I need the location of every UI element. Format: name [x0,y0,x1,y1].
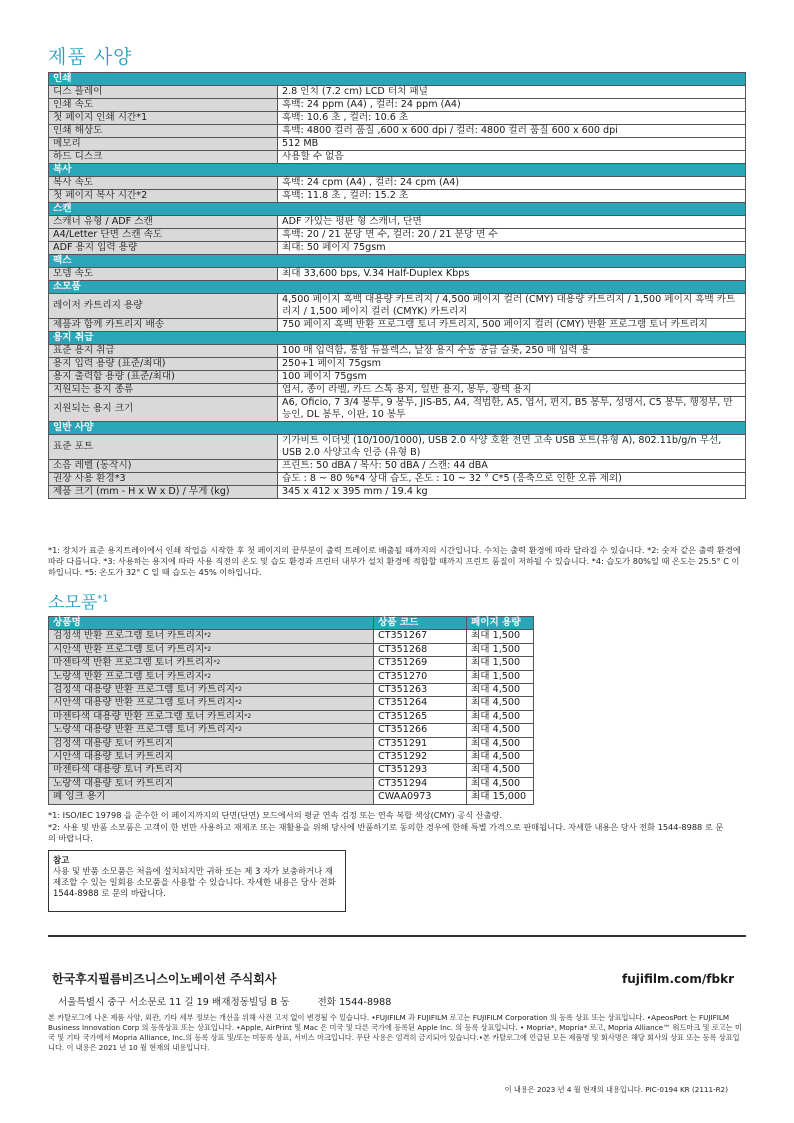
section-title: 일반 사양 [49,422,746,435]
consumable-name-text: 시안색 대용량 토너 카트리지 [53,751,174,763]
consumable-code: CT351263 [374,684,467,697]
spec-value: 345 x 412 x 395 mm / 19.4 kg [278,486,746,499]
spec-row [49,358,746,371]
spec-row [49,268,746,281]
spec-value: 기가비트 이더넷 (10/100/1000), USB 2.0 사양 호환 전면 고속 USB 포트(유형 A), 802.11b/g/n 무선, USB 2.0 사양고속 인증 (유형 B) [278,435,746,460]
spec-value: 습도 : 8 ~ 80 %*4 상대 습도, 온도 : 10 ~ 32 ° C*5 (응축으로 인한 오류 제외) [278,473,746,486]
section-title: 복사 [49,164,746,177]
consumable-row [49,724,534,737]
consumable-name [49,710,374,723]
consumable-capacity: 최대 4,500 [467,777,534,790]
spec-section-header [49,73,746,86]
consumable-row [49,630,534,643]
spec-value: 흑백: 4800 컬러 품질 ,600 x 600 dpi / 컬러: 4800 컬러 품질 600 x 600 dpi [278,125,746,138]
consumable-code: CWAA0973 [374,791,467,804]
spec-label: 모뎀 속도 [49,268,278,281]
spec-value: ADF 가있는 평판 형 스캐너, 단면 [278,216,746,229]
spec-label: 표준 용지 취급 [49,345,278,358]
consumable-name-text: 검정색 대용량 토너 카트리지 [53,737,174,749]
consumable-name-text: 검정색 반환 프로그램 토너 카트리지 [53,630,205,642]
consumable-code: CT351267 [374,630,467,643]
spec-value: 100 페이지 75gsm [278,371,746,384]
consumable-code: CT351266 [374,724,467,737]
spec-label: 디스 플레이 [49,86,278,99]
spec-value: 엽서, 종이 라벨, 카드 스톡 용지, 일반 용지, 봉투, 광택 용지 [278,384,746,397]
spec-section-header [49,281,746,294]
consumable-capacity: 최대 4,500 [467,751,534,764]
spec-row [49,229,746,242]
spec-row [49,242,746,255]
spec-row [49,86,746,99]
consumable-row [49,697,534,710]
consumable-code: CT351292 [374,751,467,764]
consumable-footnote-mark: *2 [244,712,252,720]
consumable-name-text: 검정색 대용량 반환 프로그램 토너 카트리지 [53,684,236,696]
spec-row [49,112,746,125]
spec-label: 용지 입력 용량 (표준/최대) [49,358,278,371]
consumable-name [49,684,374,697]
consumable-row [49,777,534,790]
consumable-capacity: 최대 1,500 [467,657,534,670]
document-id: 이 내용은 2023 년 4 월 현재의 내용입니다. PIC-0194 KR (2111-R2) [504,1085,728,1094]
website-link[interactable]: fujifilm.com/fbkr [621,972,734,986]
consumables-title: 소모품$^{*1}$ [48,593,109,613]
consumable-footnote-mark: *2 [235,699,242,707]
section-title: 인쇄 [49,73,746,86]
col-header-capacity: 페이지 용량 [467,617,534,630]
consumable-row [49,764,534,777]
spec-row [49,345,746,358]
consumable-footnote-mark: *2 [235,726,242,734]
spec-value: 흑백: 20 / 21 분당 면 수, 컬러: 20 / 21 분당 면 수 [278,229,746,242]
spec-section-header [49,332,746,345]
consumable-code: CT351268 [374,643,467,656]
spec-label: 권장 사용 환경*3 [49,473,278,486]
spec-label: 용지 출력함 용량 (표준/최대) [49,371,278,384]
consumable-capacity: 최대 4,500 [467,737,534,750]
note-text: 사용 및 반품 소모품은 처음에 설치되지만 귀하 또는 제 3 자가 보충하거나 재제조할 수 있는 일회용 소모품을 사용할 수 있습니다. 자세한 내용은 당사 전화 1544-8988 로 문의 바랍니다. [53,866,336,898]
spec-label: 인쇄 해상도 [49,125,278,138]
spec-value: 750 페이지 흑백 반환 프로그램 토너 카트리지, 500 페이지 컬러 (CMY) 반환 프로그램 토너 카트리지 [278,319,746,332]
consumable-row [49,737,534,750]
consumable-name-text: 폐 잉크 용기 [53,791,106,803]
spec-value: 최대 33,600 bps, V.34 Half-Duplex Kbps [278,268,746,281]
spec-label: 스캐너 유형 / ADF 스캔 [49,216,278,229]
consumable-row [49,657,534,670]
spec-table [48,72,746,499]
consumable-footnote-mark: *2 [204,645,212,653]
consumable-capacity: 최대 1,500 [467,630,534,643]
consumable-footnote-mark: *2 [204,672,212,680]
spec-row [49,371,746,384]
consumable-name [49,777,374,790]
consumable-code: CT351294 [374,777,467,790]
consumable-code: CT351265 [374,710,467,723]
spec-value: 사용할 수 없음 [278,151,746,164]
page-title: 제품 사양 [48,46,133,68]
spec-value: A6, Oficio, 7 3/4 봉투, 9 봉투, JIS-B5, A4, 적법한, A5, 엽서, 편지, B5 봉투, 성명서, C5 봉투, 행정부, 만능인, DL 봉투, 이판, 10 봉투 [278,397,746,422]
spec-row [49,190,746,203]
consumable-code: CT351293 [374,764,467,777]
consumable-code: CT351269 [374,657,467,670]
col-header-code: 상품 코드 [374,617,467,630]
consumable-name [49,697,374,710]
consumable-code: CT351291 [374,737,467,750]
section-title: 용지 취급 [49,332,746,345]
spec-section-header [49,164,746,177]
spec-section-header [49,203,746,216]
spec-row [49,384,746,397]
consumable-capacity: 최대 4,500 [467,724,534,737]
spec-label: 소음 레벨 (동작시) [49,460,278,473]
spec-footnote: *1: 장치가 표준 용지트레이에서 인쇄 작업을 시작한 후 첫 페이지의 끝부분이 출력 트레이로 배출될 때까지의 시간입니다. 수치는 출력 환경에 따라 달라질 수 있습니다. *2: 숫자 같은 출력 환경에 따라 다릅니다. *3: 사용하는 용지에 따라 사용 직전의 온도 및 습도 환경과 프린터 내부가 설치 환경에 적합할 때까지 프린트 품질이 저하될 수 있습니다. *4: 습도가 80%일 때 온도는 25.5° C 이하입니다. *5: 온도가 32° C 일 때 습도는 45% 이하입니다. [48,545,741,577]
consumable-capacity: 최대 15,000 [467,791,534,804]
spec-label: 레이저 카트리지 용량 [49,294,278,319]
consumable-name [49,670,374,683]
spec-row [49,125,746,138]
spec-value: 흑백: 10.6 초 , 컬러: 10.6 초 [278,112,746,125]
spec-value: 100 매 입력함, 통합 듀플렉스, 낱장 용지 수동 공급 슬롯, 250 매 입력 용 [278,345,746,358]
spec-label: 제품 크기 (mm - H x W x D) / 무게 (kg) [49,486,278,499]
spec-label: 지원되는 용지 종류 [49,384,278,397]
spec-label: 메모리 [49,138,278,151]
company-name: 한국후지필름비즈니스이노베이션 주식회사 [52,972,277,986]
consumable-row [49,710,534,723]
spec-row [49,486,746,499]
spec-label: 인쇄 속도 [49,99,278,112]
spec-row [49,216,746,229]
consumable-name [49,643,374,656]
legal-text: 본 카탈로그에 나온 제품 사양, 외관, 기타 세부 정보는 개선을 위해 사전 고지 없이 변경될 수 있습니다. •FUJIFILM 과 FUJIFILM 로고는 FUJIFILM Corporation 의 등록 상표 또는 상표입니다. •ApeosPort 는 FUJIFILM Business Innovation Corp 의 등록상표 또는 상표입니다. •Apple, AirPrint 및 Mac 은 미국 및 다른 국가에 등록된 Apple Inc. 의 등록 상표입니다. • Mopria*, Mopria* 로고, Mopria Alliance™ 워드마크 및 로고는 미국 및 기타 국가에서 Mopria Alliance, Inc.의 등록 상표 및/또는 미등록 상표, 서비스 마크입니다. 무단 사용은 엄격히 금지되어 있습니다.•본 카탈로그에 언급된 모든 제품명 및 회사명은 해당 회사의 상표 또는 등록 상표입니다. 이 내용은 2021 년 10 월 현재의 내용입니다. [48,1013,742,1052]
spec-label: 표준 포트 [49,435,278,460]
spec-label: 첫 페이지 복사 시간*2 [49,190,278,203]
note-title: 참고 [53,855,70,865]
spec-label: 첫 페이지 인쇄 시간*1 [49,112,278,125]
col-header-name: 상품명 [49,617,374,630]
spec-value: 2.8 인치 (7.2 cm) LCD 터치 패널 [278,86,746,99]
consumable-name-text: 시안색 대용량 반환 프로그램 토너 카트리지 [53,697,236,709]
consumable-capacity: 최대 4,500 [467,710,534,723]
footer-divider [48,935,746,937]
cons-footnote-1: *1: ISO/IEC 19798 을 준수한 이 페이지까지의 단면(단면) 모드에서의 평균 연속 검정 또는 연속 복합 색상(CMY) 공식 산출량. [48,810,503,820]
spec-value: 512 MB [278,138,746,151]
spec-row [49,177,746,190]
consumable-row [49,791,534,804]
spec-row [49,397,746,422]
consumable-name-text: 마젠타색 반환 프로그램 토너 카트리지 [53,657,214,669]
spec-row [49,460,746,473]
spec-row [49,473,746,486]
spec-label: 복사 속도 [49,177,278,190]
spec-value: 4,500 페이지 흑백 대용량 카트리지 / 4,500 페이지 컬러 (CMY) 대용량 카트리지 / 1,500 페이지 흑백 카트리지 / 1,500 페이지 컬러 (CMYK) 카트리지 [278,294,746,319]
spec-label: 하드 디스크 [49,151,278,164]
consumable-name [49,657,374,670]
consumable-code: CT351270 [374,670,467,683]
consumable-code: CT351264 [374,697,467,710]
consumable-name [49,724,374,737]
consumable-name [49,737,374,750]
consumable-capacity: 최대 1,500 [467,643,534,656]
consumable-name-text: 시안색 반환 프로그램 토너 카트리지 [53,643,205,655]
consumable-name [49,791,374,804]
consumable-capacity: 최대 4,500 [467,697,534,710]
spec-value: 흑백: 24 cpm (A4) , 컬러: 24 cpm (A4) [278,177,746,190]
company-address: 서울특별시 중구 서소문로 11 길 19 배재정동빌딩 B 동 전화 1544-8988 [58,997,392,1008]
spec-value: 최대: 50 페이지 75gsm [278,242,746,255]
consumable-capacity: 최대 1,500 [467,670,534,683]
consumable-row [49,643,534,656]
spec-value: 프린트: 50 dBA / 복사: 50 dBA / 스캔: 44 dBA [278,460,746,473]
spec-value: 흑백: 11.8 초 , 컬러: 15.2 초 [278,190,746,203]
consumable-row [49,670,534,683]
section-title: 팩스 [49,255,746,268]
spec-row [49,138,746,151]
consumable-name-text: 노랑색 대용량 토너 카트리지 [53,777,174,789]
consumable-capacity: 최대 4,500 [467,764,534,777]
consumable-capacity: 최대 4,500 [467,684,534,697]
consumable-name [49,630,374,643]
spec-row [49,294,746,319]
spec-label: A4/Letter 단면 스캔 속도 [49,229,278,242]
spec-label: ADF 용지 입력 용량 [49,242,278,255]
spec-row [49,435,746,460]
section-title: 소모품 [49,281,746,294]
spec-value: 250+1 페이지 75gsm [278,358,746,371]
consumables-table [48,616,534,805]
spec-row [49,319,746,332]
consumable-name-text: 마젠타색 대용량 토너 카트리지 [53,764,183,776]
spec-label: 지원되는 용지 크기 [49,397,278,422]
consumable-row [49,684,534,697]
spec-row [49,151,746,164]
consumable-footnote-mark: *2 [204,632,212,640]
section-title: 스캔 [49,203,746,216]
consumable-name [49,764,374,777]
consumable-footnote-mark: *2 [213,659,221,667]
consumable-name [49,751,374,764]
consumable-footnote-mark: *2 [235,686,242,694]
consumable-row [49,751,534,764]
cons-footnote-2: *2: 사용 및 반품 소모품은 고객이 한 번만 사용하고 재제조 또는 재활용을 위해 당사에 반품하기로 동의한 경우에 한해 특별 가격으로 판매됩니다. 자세한 내용은 당사 전화 1544-8988 로 문의 바랍니다. [48,822,724,843]
consumable-name-text: 노랑색 반환 프로그램 토너 카트리지 [53,670,205,682]
consumable-name-text: 노랑색 대용량 반환 프로그램 토너 카트리지 [53,724,236,736]
spec-label: 제품과 함께 카트리지 배송 [49,319,278,332]
spec-section-header [49,255,746,268]
note-box [48,850,346,912]
spec-value: 흑백: 24 ppm (A4) , 컬러: 24 ppm (A4) [278,99,746,112]
spec-row [49,99,746,112]
spec-section-header [49,422,746,435]
consumable-name-text: 마젠타색 대용량 반환 프로그램 토너 카트리지 [53,710,245,722]
